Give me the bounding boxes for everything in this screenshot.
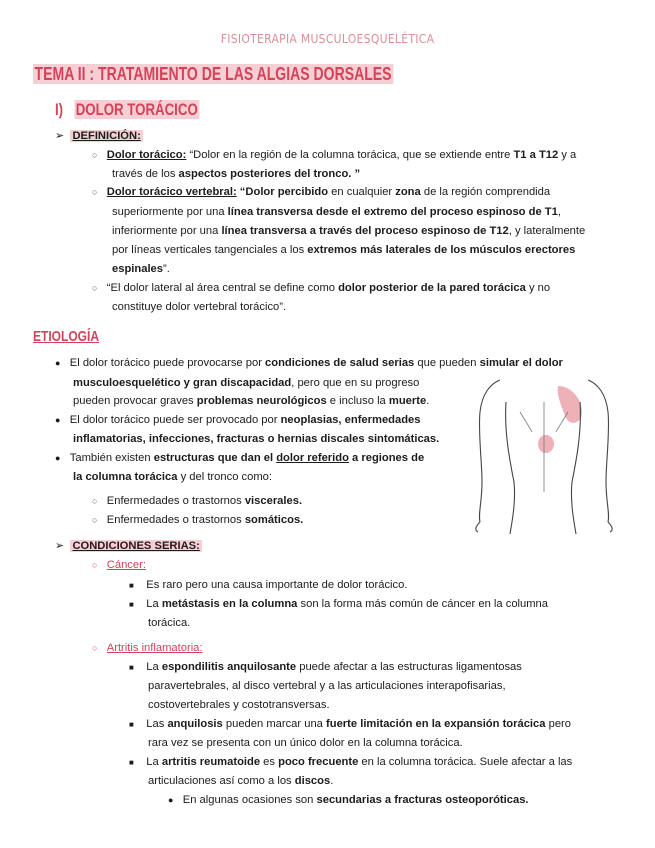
document-header: FISIOTERAPIA MUSCULOESQUELÉTICA: [220, 32, 435, 46]
cancer-item-2-line-2: torácica.: [148, 617, 191, 629]
cancer-item-1: ■ Es raro pero una causa importante de dolor torácico.: [129, 579, 408, 591]
etio-bullet-2-line-2: inflamatorias, infecciones, fracturas o hernias discales sintomáticas.: [73, 433, 440, 445]
artritis-item-2-line-1: ■ Las anquilosis pueden marcar una fuerte limitación en la expansión torácica pero: [129, 718, 571, 730]
def-item-3-line-2: constituye dolor vertebral torácico”.: [112, 301, 287, 313]
def-item-3-line-1: ○ “El dolor lateral al área central se define como dolor posterior de la pared torácica y no: [92, 282, 551, 294]
section-heading-dolor-toracico: I) DOLOR TORÁCICO: [55, 100, 198, 119]
artritis-item-1-line-3: costovertebrales y costotransversas.: [148, 699, 330, 711]
artritis-heading: ○ Artritis inflamatoria:: [92, 642, 203, 654]
artritis-item-3-sub: ● En algunas ocasiones son secundarias a fracturas osteoporóticas.: [168, 794, 529, 806]
def-item-2-line-5: espinales”.: [112, 263, 170, 275]
condiciones-heading: ➢ CONDICIONES SERIAS:: [55, 540, 200, 552]
etio-bullet-2-line-1: ● El dolor torácico puede ser provocado por neoplasias, enfermedades: [55, 414, 421, 426]
etio-bullet-1-line-1: ● El dolor torácico puede provocarse por condiciones de salud serias que pueden simular el dolor: [55, 357, 563, 369]
def-item-2-line-2: superiormente por una línea transversa desde el extremo del proceso espinoso de T1,: [112, 206, 561, 218]
cancer-item-2-line-1: ■ La metástasis en la columna son la forma más común de cáncer en la columna: [129, 598, 549, 610]
def-item-2-line-1: ○ Dolor torácico vertebral: “Dolor percibido en cualquier zona de la región comprendida: [92, 186, 551, 198]
etio-bullet-3-line-2: la columna torácica y del tronco como:: [73, 471, 272, 483]
etio-sub-1: ○ Enfermedades o trastornos viscerales.: [92, 495, 303, 507]
etio-bullet-3-line-1: ● También existen estructuras que dan el dolor referido a regiones de: [55, 452, 425, 464]
etiologia-heading: ETIOLOGÍA: [33, 328, 99, 345]
definicion-heading: ➢ DEFINICIÓN:: [55, 130, 141, 142]
artritis-item-2-line-2: rara vez se presenta con un único dolor en la columna torácica.: [148, 737, 463, 749]
etio-bullet-1-line-3: pueden provocar graves problemas neurológicos e incluso la muerte.: [73, 395, 430, 407]
etio-sub-2: ○ Enfermedades o trastornos somáticos.: [92, 514, 304, 526]
def-item-2-line-3: inferiormente por una línea transversa a través del proceso espinoso de T12, y lateralmente: [112, 225, 586, 237]
def-item-1-line-1: ○ Dolor torácico: “Dolor en la región de la columna torácica, que se extiende entre T1 a T12 y a: [92, 149, 577, 161]
artritis-item-3-line-2: articulaciones así como a los discos.: [148, 775, 334, 787]
artritis-item-1-line-1: ■ La espondilitis anquilosante puede afectar a las estructuras ligamentosas: [129, 661, 522, 673]
def-item-1-line-2: través de los aspectos posteriores del tronco. ”: [112, 168, 361, 180]
etio-bullet-1-line-2: musculoesquelético y gran discapacidad, pero que en su progreso: [73, 377, 420, 389]
artritis-item-1-line-2: paravertebrales, al disco vertebral y a las articulaciones interapofisarias,: [148, 680, 506, 692]
def-item-2-line-4: por líneas verticales tangenciales a los extremos más laterales de los músculos erectores: [112, 244, 576, 256]
artritis-item-3-line-1: ■ La artritis reumatoide es poco frecuente en la columna torácica. Suele afectar a las: [129, 756, 573, 768]
cancer-heading: ○ Cáncer:: [92, 559, 146, 571]
page-title: TEMA II : TRATAMIENTO DE LAS ALGIAS DORSALES: [34, 64, 392, 84]
back-pain-illustration: [470, 372, 620, 534]
